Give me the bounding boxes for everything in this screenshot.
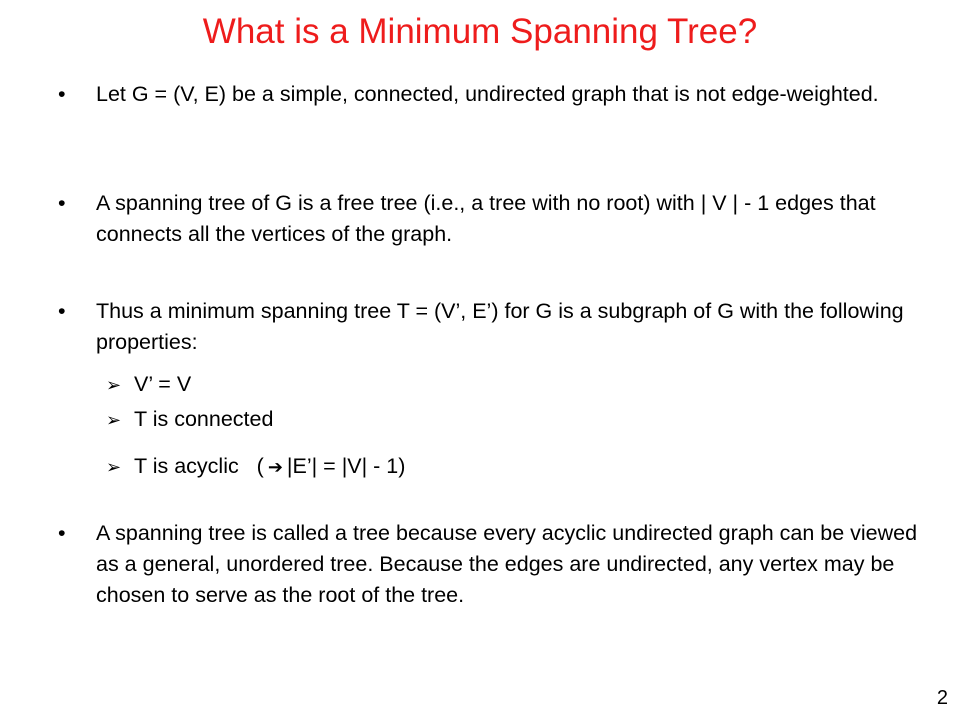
property-1-text: V’ = V <box>134 372 192 396</box>
property-1 <box>106 369 191 401</box>
bullet-3-text: Thus a minimum spanning tree T = (V’, E’) for G is a subgraph of G with the following properties: <box>96 299 904 354</box>
bullet-dot: • <box>58 521 66 545</box>
bullet-dot: • <box>58 191 66 215</box>
property-2 <box>106 404 273 436</box>
property-2-text: T is connected <box>134 407 274 431</box>
property-3-text-before: T is acyclic ( <box>134 454 264 478</box>
bullet-2-text: A spanning tree of G is a free tree (i.e., a tree with no root) with | V | - 1 edges that connects all the vertices of the graph. <box>96 191 876 246</box>
implies-arrow-icon: ➔ <box>267 457 283 477</box>
slide-title: What is a Minimum Spanning Tree? <box>202 12 758 51</box>
arrow-bullet-icon: ➢ <box>106 375 122 395</box>
property-3 <box>106 451 405 483</box>
bullet-dot: • <box>58 82 66 106</box>
bullet-dot: • <box>58 299 66 323</box>
property-3-text-after: |E’| = |V| - 1) <box>286 454 406 478</box>
bullet-4-text: A spanning tree is called a tree because every acyclic undirected graph can be viewed as a general, unordered tree. Because the edges are undirected, any vertex may be chosen to serve as the root of the tree. <box>96 521 918 607</box>
arrow-bullet-icon: ➢ <box>106 457 122 477</box>
arrow-bullet-icon: ➢ <box>106 410 122 430</box>
page-number: 2 <box>936 687 948 709</box>
bullet-1-text: Let G = (V, E) be a simple, connected, undirected graph that is not edge-weighted. <box>96 82 879 106</box>
